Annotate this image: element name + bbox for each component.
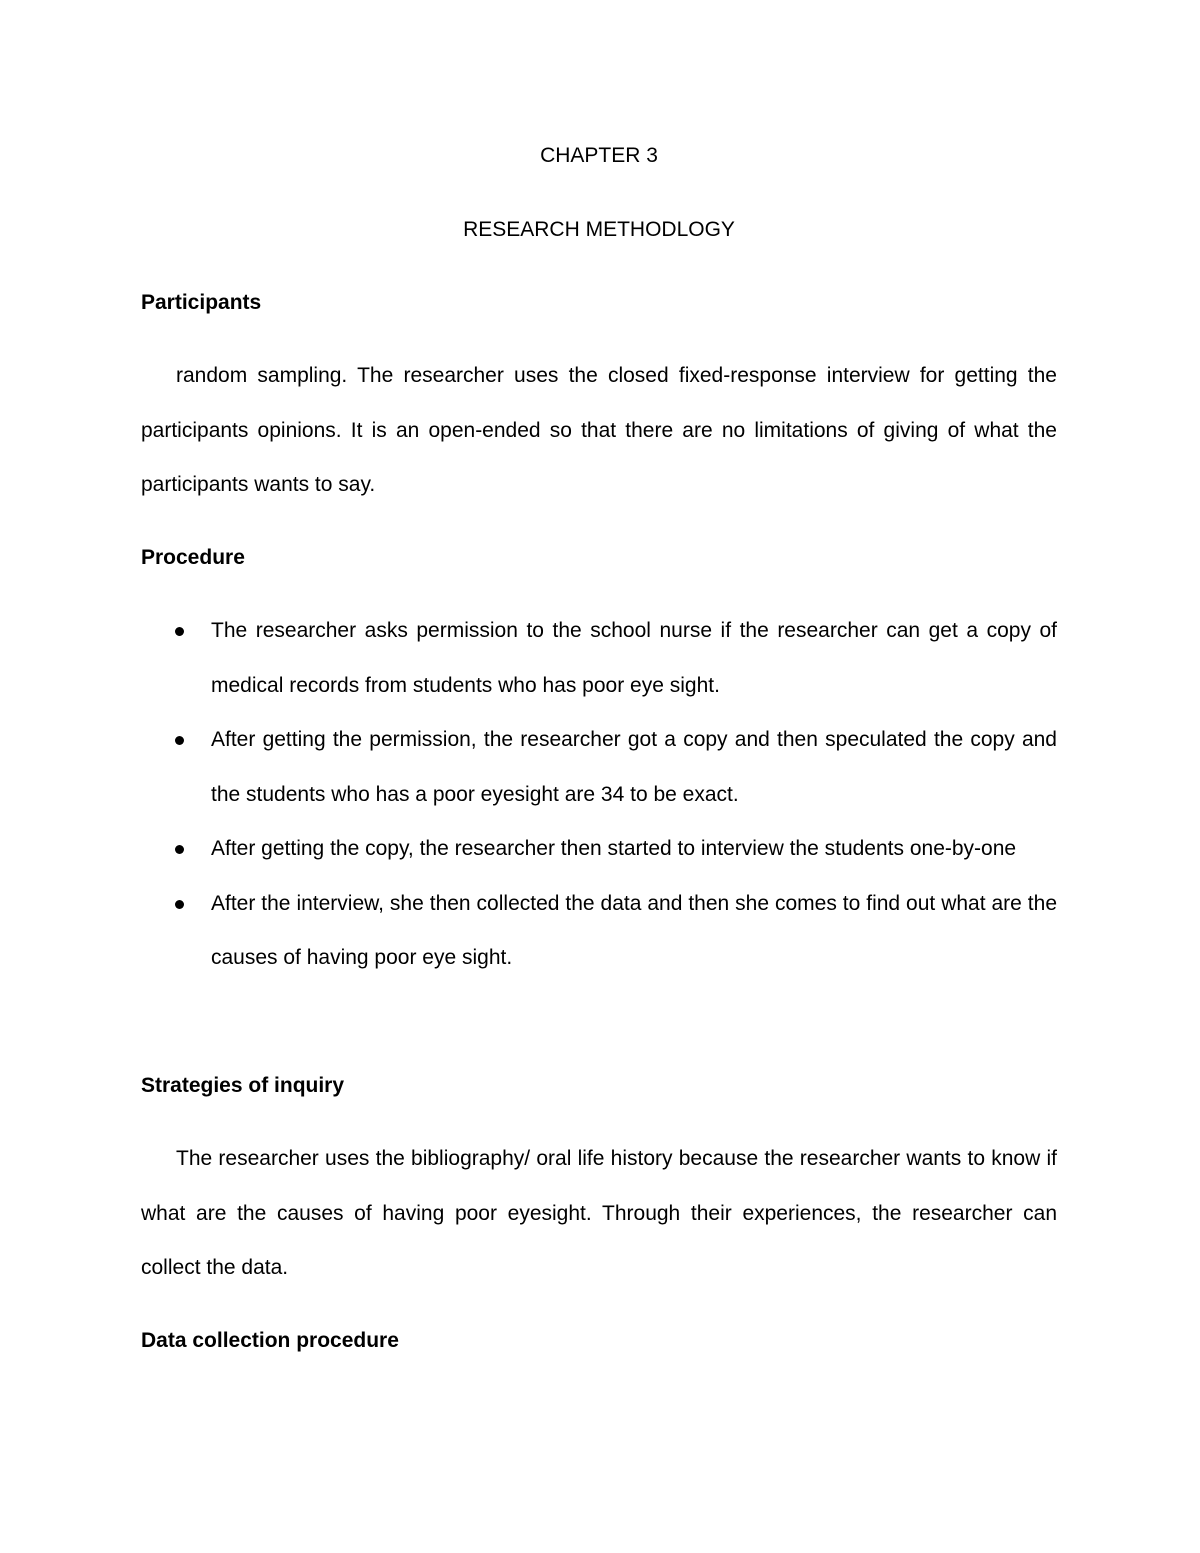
section-heading-data-collection: Data collection procedure — [141, 1329, 399, 1352]
section-heading-strategies: Strategies of inquiry — [141, 1074, 345, 1097]
strategies-paragraph: The researcher uses the bibliography/ oral life history because the researcher wants to know if what are the causes of having poor eyesight. Through their experiences, the researcher can collect the data. — [141, 1147, 1057, 1279]
procedure-bullet-text: After getting the copy, the researcher then started to interview the students one-by-one — [211, 837, 1017, 860]
chapter-label: CHAPTER 3 — [540, 144, 658, 167]
bullet-icon — [175, 736, 184, 745]
bullet-icon — [175, 900, 184, 909]
procedure-bullet-item — [141, 822, 1057, 877]
procedure-bullet-text: After the interview, she then collected the data and then she comes to find out what are the causes of having poor eye sight. — [211, 891, 1057, 969]
bullet-icon — [175, 845, 184, 854]
bullet-icon — [175, 627, 184, 636]
procedure-bullet-text: The researcher asks permission to the school nurse if the researcher can get a copy of medical records from students who has poor eye sight. — [211, 619, 1057, 697]
procedure-bullet-item — [141, 877, 1057, 986]
procedure-bullet-text: After getting the permission, the researcher got a copy and then speculated the copy and the students who has a poor eyesight are 34 to be exact. — [211, 728, 1057, 806]
participants-paragraph: random sampling. The researcher uses the closed fixed-response interview for getting the participants opinions. It is an open-ended so that there are no limitations of giving of what the participants wants to say. — [141, 364, 1057, 496]
chapter-title: RESEARCH METHODLOGY — [463, 218, 735, 241]
section-heading-participants: Participants — [141, 291, 262, 314]
procedure-bullet-item — [141, 604, 1057, 713]
procedure-bullet-list — [141, 604, 1057, 986]
section-heading-procedure: Procedure — [141, 546, 245, 569]
procedure-bullet-item — [141, 713, 1057, 822]
